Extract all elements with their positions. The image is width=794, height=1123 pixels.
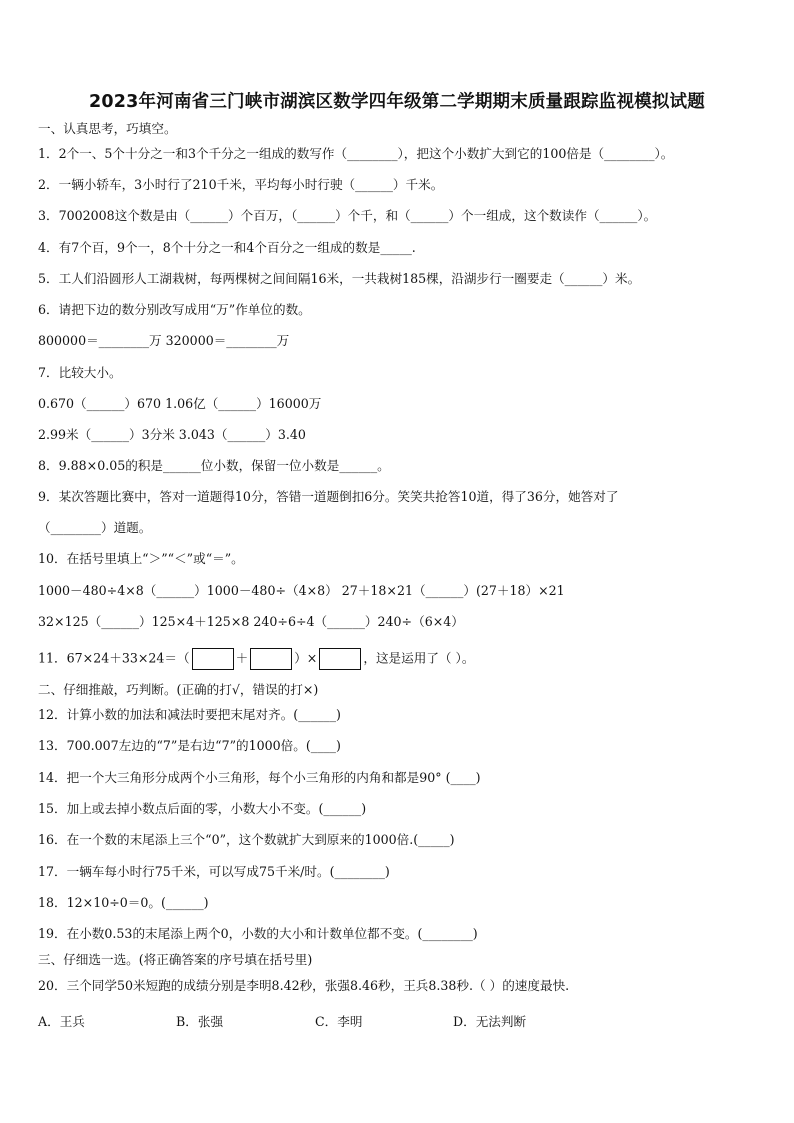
times-sign: ）× (294, 650, 318, 666)
question-1: 1．2个一、5个十分之一和3个千分之一组成的数写作（________），把这个小数扩大到它的100倍是（________）。 (38, 146, 674, 161)
question-19: 19．在小数0.53的末尾添上两个0，小数的大小和计数单位都不变。(________) (38, 926, 478, 941)
question-16: 16．在一个数的末尾添上三个“0”，这个数就扩大到原来的1000倍.(_____) (38, 832, 455, 847)
question-13: 13．700.007左边的“7”是右边“7”的1000倍。(____) (38, 738, 341, 753)
question-7-row-2: 2.99米（______）3分米 3.043（______）3.40 (38, 427, 306, 442)
question-10: 10．在括号里填上“＞”“＜”或“＝”。 (38, 551, 244, 566)
question-9: 9．某次答题比赛中，答对一道题得10分，答错一道题倒扣6分。笑笑共抢答10道，得了36分，她答对了 (38, 489, 619, 504)
question-10-row-1: 1000－480÷4×8（______）1000－480÷（4×8） 27＋18×21（______）(27＋18）×21 (38, 583, 565, 598)
question-5: 5．工人们沿圆形人工湖栽树，每两棵树之间间隔16米，一共栽树185棵，沿湖步行一圈要走（______）米。 (38, 271, 641, 286)
question-2: 2．一辆小轿车，3小时行了210千米，平均每小时行驶（______）千米。 (38, 177, 444, 192)
question-20: 20．三个同学50米短跑的成绩分别是李明8.42秒，张强8.46秒，王兵8.38秒.（ ）的速度最快. (38, 978, 570, 993)
question-18: 18．12×10÷0＝0。(______) (38, 895, 209, 910)
question-8: 8．9.88×0.05的积是______位小数，保留一位小数是______。 (38, 458, 390, 473)
question-3: 3．7002008这个数是由（______）个百万，（______）个千，和（______）个一组成，这个数读作（______）。 (38, 208, 657, 223)
option-b[interactable]: B．张强 (176, 1014, 224, 1029)
plus-sign: ＋ (235, 650, 249, 666)
question-6: 6．请把下边的数分别改写成用“万”作单位的数。 (38, 302, 311, 317)
question-14: 14．把一个大三角形分成两个小三角形，每个小三角形的内角和都是90° (____) (38, 770, 481, 785)
question-4: 4．有7个百，9个一，8个十分之一和4个百分之一组成的数是_____. (38, 240, 416, 255)
answer-box-1[interactable] (192, 648, 234, 670)
question-6-items: 800000＝________万 320000＝________万 (38, 333, 290, 348)
option-c[interactable]: C．李明 (315, 1014, 363, 1029)
question-7: 7．比较大小。 (38, 365, 122, 380)
question-10-row-2: 32×125（______）125×4＋125×8 240÷6÷4（______）240÷（6×4） (38, 614, 464, 629)
question-11-prefix: 11．67×24＋33×24＝（ (38, 650, 190, 666)
answer-box-2[interactable] (250, 648, 292, 670)
question-11 (38, 648, 474, 670)
question-17: 17．一辆车每小时行75千米，可以写成75千米/时。(________) (38, 864, 390, 879)
section-2-heading: 二、仔细推敲，巧判断。(正确的打√，错误的打×) (38, 682, 319, 697)
question-9-continued: （________）道题。 (38, 520, 152, 535)
question-12: 12．计算小数的加法和减法时要把末尾对齐。(______) (38, 707, 341, 722)
section-3-heading: 三、仔细选一选。(将正确答案的序号填在括号里) (38, 952, 313, 967)
question-11-suffix: ，这是运用了（ ）。 (363, 650, 475, 666)
answer-box-3[interactable] (319, 648, 361, 670)
section-1-heading: 一、认真思考，巧填空。 (38, 121, 177, 136)
question-15: 15．加上或去掉小数点后面的零，小数大小不变。(______) (38, 801, 367, 816)
option-d[interactable]: D．无法判断 (453, 1014, 527, 1029)
exam-title: 2023年河南省三门峡市湖滨区数学四年级第二学期期末质量跟踪监视模拟试题 (89, 92, 705, 112)
question-7-row-1: 0.670（______）670 1.06亿（______）16000万 (38, 396, 322, 411)
option-a[interactable]: A．王兵 (38, 1014, 85, 1029)
